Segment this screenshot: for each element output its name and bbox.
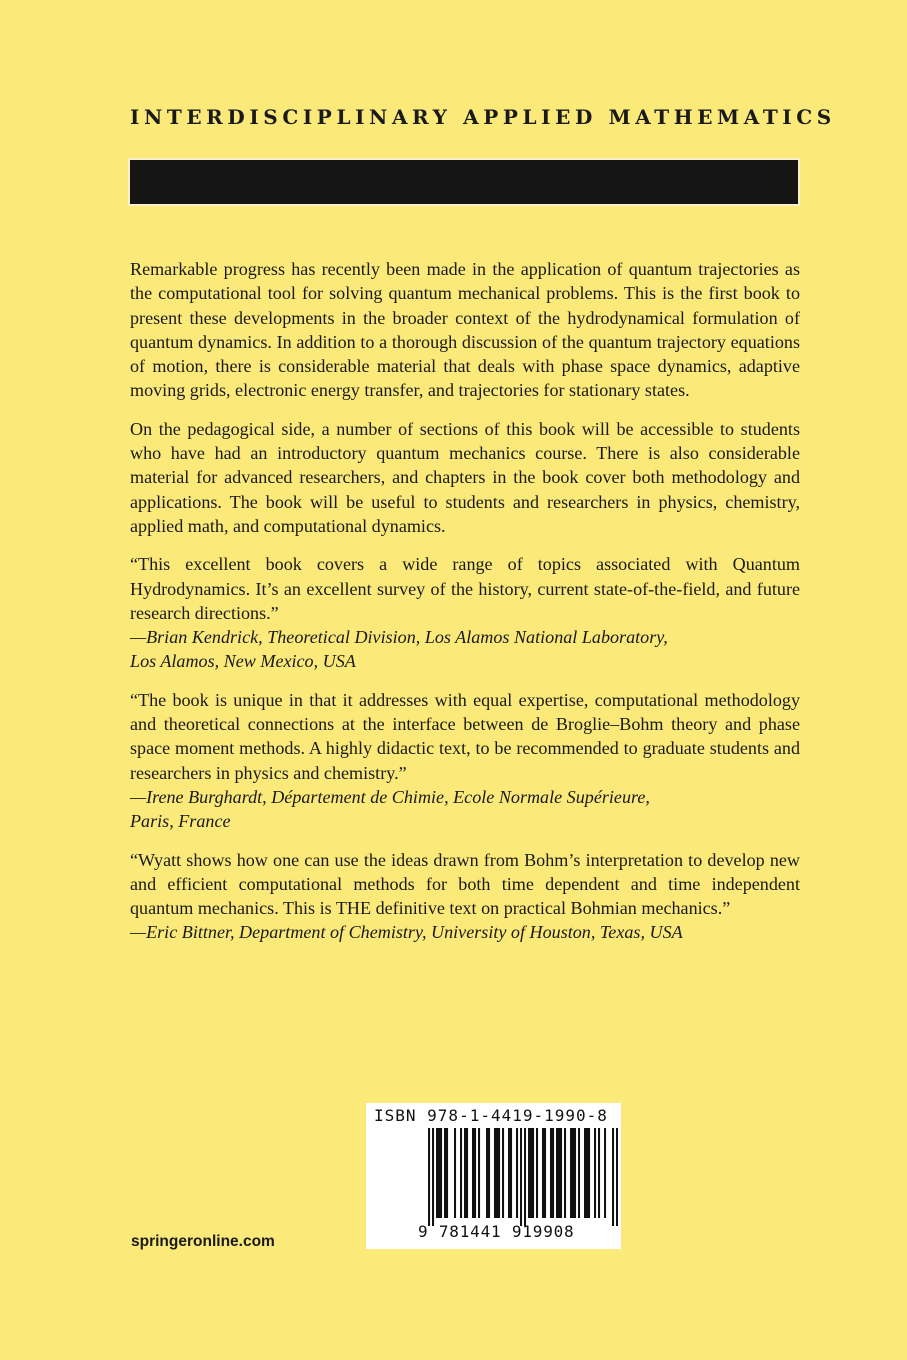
barcode-bar	[510, 1128, 512, 1218]
quote-attribution	[130, 785, 800, 834]
barcode-bar	[598, 1128, 600, 1218]
barcode-bar	[432, 1128, 434, 1226]
barcode-bar	[474, 1128, 476, 1218]
isbn-barcode-box	[366, 1103, 621, 1249]
barcode-digits: 9 781441 919908	[418, 1222, 575, 1241]
quote-attribution	[130, 625, 800, 674]
quote-attribution	[130, 920, 800, 944]
barcode-bar	[438, 1128, 440, 1218]
barcode-bar	[572, 1128, 574, 1218]
barcode-bar	[536, 1128, 538, 1218]
barcode-bar	[558, 1128, 560, 1218]
barcode-bar	[498, 1128, 500, 1218]
barcode-bar	[446, 1128, 448, 1218]
barcode-bar	[550, 1128, 552, 1218]
description-paragraph-2: On the pedagogical side, a number of sections of this book will be accessible to students who have had an introductory quantum mechanics course. There is also considerable material for advanced researchers, and chapters in the book cover both methodology and applications. The book will be useful to students and researchers in physics, chemistry, applied math, and computational dynamics.	[130, 418, 800, 536]
barcode-bar	[494, 1128, 496, 1218]
barcode-bar	[586, 1128, 588, 1218]
barcode-bar	[528, 1128, 530, 1218]
barcode-bar	[594, 1128, 596, 1218]
barcode-bar	[520, 1128, 522, 1226]
isbn-label: ISBN 978-1-4419-1990-8	[374, 1106, 608, 1125]
publisher-website: springeronline.com	[131, 1233, 275, 1250]
quote-text: “The book is unique in that it addresses with equal expertise, computational methodology and theoretical connections at the interface between de Broglie–Bohm theory and phase space moment methods. A highly didactic text, to be recommended to graduate students and researchers in physics and chemistry.”	[130, 689, 800, 783]
barcode-bar	[588, 1128, 590, 1218]
barcode-icon	[428, 1128, 618, 1228]
barcode-bar	[466, 1128, 468, 1218]
barcode-bar	[502, 1128, 504, 1218]
quote-text: “This excellent book covers a wide range of topics associated with Quantum Hydrodynamics. It’s an excellent survey of the history, current state-of-the-field, and future research directions.”	[130, 554, 800, 623]
barcode-bar	[444, 1128, 446, 1218]
barcode-bar	[584, 1128, 586, 1218]
review-quote-2	[130, 688, 800, 834]
barcode-bar	[552, 1128, 554, 1218]
barcode-bar	[578, 1128, 580, 1218]
barcode-bar	[472, 1128, 474, 1218]
barcode-bar	[574, 1128, 576, 1218]
description-paragraph-1: Remarkable progress has recently been made in the application of quantum trajectories as the computational tool for solving quantum mechanical problems. This is the first book to present these developments in the broader context of the hydrodynamical formulation of quantum dynamics. In addition to a thorough discussion of the quantum trajectory equations of motion, there is considerable material that deals with phase space dynamics, adaptive moving grids, electronic energy transfer, and trajectories for stationary states.	[130, 259, 800, 401]
barcode-bar	[508, 1128, 510, 1218]
barcode-bar	[532, 1128, 534, 1218]
barcode-bar	[454, 1128, 456, 1218]
attribution-line: —Irene Burghardt, Département de Chimie, Ecole Normale Supérieure,	[130, 786, 650, 807]
barcode-bar	[486, 1128, 488, 1218]
attribution-line: —Brian Kendrick, Theoretical Division, Los Alamos National Laboratory,	[130, 627, 668, 648]
barcode-bar	[530, 1128, 532, 1218]
series-title: INTERDISCIPLINARY APPLIED MATHEMATICS	[130, 105, 836, 129]
barcode-bar	[544, 1128, 546, 1218]
review-quote-1	[130, 552, 800, 673]
back-cover-text	[130, 257, 800, 959]
barcode-bar	[440, 1128, 442, 1218]
quote-text: “Wyatt shows how one can use the ideas drawn from Bohm’s interpretation to develop new and efficient computational methods for both time dependent and time independent quantum mechanics. This is THE definitive text on practical Bohmian mechanics.”	[130, 849, 800, 919]
attribution-line: Paris, France	[130, 811, 231, 832]
barcode-bar	[604, 1128, 606, 1218]
barcode-bar	[496, 1128, 498, 1218]
barcode-bar	[428, 1128, 430, 1226]
barcode-bar	[436, 1128, 438, 1218]
barcode-bar	[616, 1128, 618, 1226]
barcode-bar	[460, 1128, 462, 1218]
review-quote-3	[130, 848, 800, 945]
barcode-bar	[564, 1128, 566, 1218]
barcode-bar	[478, 1128, 480, 1218]
barcode-bar	[488, 1128, 490, 1218]
barcode-bar	[516, 1128, 518, 1218]
barcode-bar	[464, 1128, 466, 1218]
barcode-bar	[570, 1128, 572, 1218]
barcode-bar	[524, 1128, 526, 1226]
barcode-bar	[612, 1128, 614, 1226]
black-title-band	[128, 158, 800, 206]
barcode-bar	[556, 1128, 558, 1218]
barcode-bar	[560, 1128, 562, 1218]
attribution-line: Los Alamos, New Mexico, USA	[130, 651, 356, 672]
barcode-bar	[542, 1128, 544, 1218]
attribution-line: —Eric Bittner, Department of Chemistry, University of Houston, Texas, USA	[130, 922, 683, 943]
